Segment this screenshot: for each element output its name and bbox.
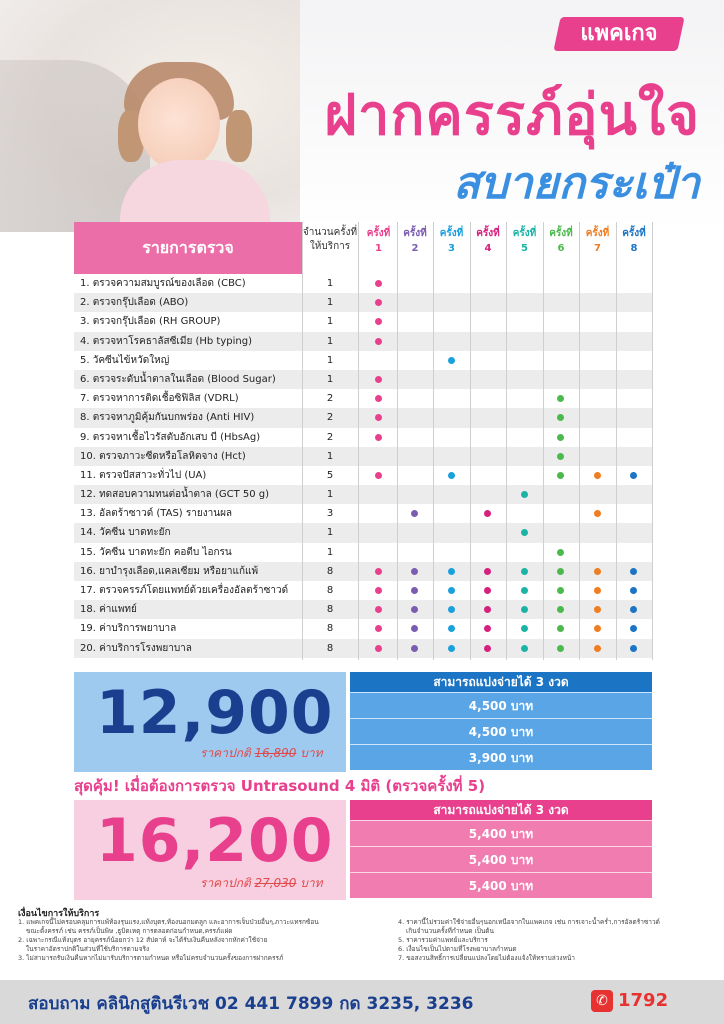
condition-line: 2. เฉพาะกรณีแท้งบุตร อายุครรภ์น้อยกว่า 12 สัปดาห์ จะได้รับเงินคืนหลังจากหักค่าใช้จ่าย (18, 936, 268, 944)
row-service-name: 3. ตรวจกรุ๊ปเลือด (RH GROUP) (80, 316, 221, 328)
condition-line: 6. เงื่อนไขเป็นไปตามที่โรงพยาบาลกำหนด (398, 945, 517, 953)
visit-dot-6 (557, 645, 564, 652)
row-count: 5 (326, 469, 334, 481)
visit-dot-5 (521, 645, 528, 652)
condition-line: ขณะตั้งครรภ์ เช่น ครรภ์เป็นพิษ ,ธูบิดเหตุ การตลอดก่อนกำหนด,ครรภ์แฝด (26, 927, 233, 935)
visit-dot-1 (375, 299, 382, 306)
header-count: จำนวนครั้งที่ให้บริการ (302, 227, 358, 252)
visit-dot-7 (594, 472, 601, 479)
visit-dot-4 (484, 625, 491, 632)
visit-dot-1 (375, 625, 382, 632)
condition-line: 3. ไม่สามารถรับเงินคืนหากไม่มารับบริการตามกำหนด หรือไม่ครบจำนวนครั้งของการฝากครรภ์ (18, 954, 284, 962)
visit-dot-4 (484, 606, 491, 613)
package-badge: แพคเกจ (580, 21, 658, 46)
header-visit-5 (506, 226, 543, 256)
regular-unit: บาท (300, 876, 323, 890)
table-row (74, 447, 652, 466)
visit-dot-1 (375, 338, 382, 345)
condition-line: 4. ราคานี้ไม่รวมค่าใช้จ่ายอื่นๆนอกเหนือจากในแพคเกจ เช่น การเจาะน้ำคร่ำ,การอัลตร้าซาวด์ (398, 918, 660, 926)
row-count: 1 (326, 354, 334, 366)
visit-dot-2 (411, 587, 418, 594)
visit-dot-3 (448, 357, 455, 364)
promo-heading: สุดคุ้ม! เมื่อต้องการตรวจ Untrasound 4 มิติ (ตรวจครั้งที่ 5) (74, 777, 486, 795)
table-row (74, 562, 652, 581)
child-pigtail-right (226, 110, 252, 162)
visit-number: 4 (484, 243, 492, 254)
visit-label: ครั้งที่ (622, 228, 646, 239)
visit-dot-2 (411, 625, 418, 632)
page-title: ฝากครรภ์อุ่นใจ (324, 83, 700, 148)
visit-dot-4 (484, 510, 491, 517)
grid-line (652, 222, 653, 660)
visit-dot-7 (594, 625, 601, 632)
table-row (74, 504, 652, 523)
table-row (74, 639, 652, 658)
visit-number: 1 (375, 243, 382, 254)
table-body (74, 274, 652, 658)
row-service-name: 19. ค่าบริการพยาบาล (80, 623, 177, 635)
visit-dot-1 (375, 376, 382, 383)
row-count: 1 (326, 316, 334, 328)
visit-dot-7 (594, 587, 601, 594)
visit-dot-6 (557, 453, 564, 460)
visit-dot-8 (630, 568, 637, 575)
header-visit-7 (579, 226, 616, 256)
visit-dot-1 (375, 645, 382, 652)
header-visit-1 (360, 226, 397, 256)
package2-regular-price (200, 874, 323, 893)
visit-dot-8 (630, 606, 637, 613)
visit-dot-5 (521, 587, 528, 594)
visit-dot-6 (557, 395, 564, 402)
table-row (74, 523, 652, 542)
table-row (74, 312, 652, 331)
visit-dot-3 (448, 568, 455, 575)
visit-dot-6 (557, 549, 564, 556)
visit-number: 2 (411, 243, 419, 254)
installments-title: สามารถแบ่งจ่ายได้ 3 งวด (350, 800, 652, 820)
table-row (74, 600, 652, 619)
visit-dot-6 (557, 472, 564, 479)
visit-dot-3 (448, 645, 455, 652)
installment-row: 5,400 บาท (350, 846, 652, 872)
regular-label: ราคาปกติ (200, 876, 251, 890)
visit-dot-5 (521, 491, 528, 498)
installments-title: สามารถแบ่งจ่ายได้ 3 งวด (350, 672, 652, 692)
visit-label: ครั้งที่ (403, 228, 427, 239)
row-service-name: 11. ตรวจปัสสาวะทั่วไป (UA) (80, 469, 207, 481)
services-table (74, 222, 652, 658)
table-row (74, 351, 652, 370)
visit-dot-4 (484, 568, 491, 575)
visit-number: 7 (594, 243, 601, 254)
row-service-name: 8. ตรวจหาภูมิคุ้มกันบกพร่อง (Anti HIV) (80, 412, 255, 424)
visit-dot-2 (411, 645, 418, 652)
visit-label: ครั้งที่ (439, 228, 464, 239)
row-service-name: 14. วัคซีน บาดทะยัก (80, 527, 171, 539)
visit-dot-3 (448, 472, 455, 479)
header-visit-6 (543, 226, 580, 256)
condition-line: 1. แพคเกจนี้ไม่ครอบคลุมการแพ้ท้องรุนแรง,แท้งบุตร,ท้องนอกมดลูก และอาการเจ็บป่วยอื่นๆ,ภาวะแทรกซ้อน (18, 918, 319, 926)
installment-row: 3,900 บาท (350, 744, 652, 770)
visit-number: 6 (557, 243, 565, 254)
visit-dot-1 (375, 568, 382, 575)
grid-line (579, 222, 580, 660)
header-visit-3 (433, 226, 470, 256)
contact-info: สอบถาม คลินิกสูตินรีเวช 02 441 7899 กด 3235, 3236 (28, 994, 474, 1014)
package1-installments (350, 672, 652, 770)
installment-row: 5,400 บาท (350, 872, 652, 898)
regular-unit: บาท (300, 746, 323, 760)
table-row (74, 619, 652, 638)
row-service-name: 12. ทดสอบความทนต่อน้ำตาล (GCT 50 g) (80, 489, 270, 501)
visit-dot-1 (375, 606, 382, 613)
conditions-title: เงื่อนไขการให้บริการ (18, 909, 100, 919)
row-service-name: 1. ตรวจความสมบูรณ์ของเลือด (CBC) (80, 278, 246, 289)
visit-dot-1 (375, 395, 382, 402)
regular-amount: 27,030 (254, 876, 297, 890)
row-service-name: 9. ตรวจหาเชื้อไวรัสตับอักเสบ บี (HbsAg) (80, 431, 261, 443)
row-count: 1 (326, 297, 334, 309)
visit-dot-6 (557, 568, 564, 575)
grid-line (433, 222, 434, 660)
visit-dot-1 (375, 587, 382, 594)
header-items: รายการตรวจ (74, 222, 302, 274)
visit-dot-6 (557, 434, 564, 441)
package2-installments (350, 800, 652, 898)
installment-row: 5,400 บาท (350, 820, 652, 846)
row-service-name: 7. ตรวจหาการติดเชื้อซิฟิลิส (VDRL) (80, 393, 239, 405)
conditions-right (398, 918, 716, 963)
table-row (74, 581, 652, 600)
row-count: 8 (326, 623, 334, 635)
visit-number: 8 (630, 243, 638, 254)
phone-icon: ✆ (591, 990, 613, 1012)
visit-dot-8 (630, 625, 637, 632)
row-count: 1 (326, 546, 334, 558)
visit-dot-5 (521, 606, 528, 613)
visit-dot-2 (411, 568, 418, 575)
package2-price: 16,200 (96, 806, 334, 876)
grid-line (543, 222, 544, 660)
visit-dot-1 (375, 414, 382, 421)
visit-dot-5 (521, 568, 528, 575)
visit-dot-6 (557, 587, 564, 594)
table-header (74, 222, 652, 274)
hotline-number[interactable]: 1792 (618, 990, 669, 1011)
package1-regular-price (200, 744, 323, 763)
visit-label: ครั้งที่ (585, 228, 610, 239)
condition-line: 5. ราคารวมค่าแพทย์และบริการ (398, 936, 488, 944)
table-row (74, 466, 652, 485)
visit-dot-7 (594, 606, 601, 613)
visit-label: ครั้งที่ (476, 228, 500, 239)
visit-dot-3 (448, 587, 455, 594)
row-count: 2 (326, 431, 334, 443)
row-count: 1 (326, 489, 334, 501)
row-service-name: 16. ยาบำรุงเลือด,แคลเซียม หรือยาแก้แพ้ (80, 565, 259, 577)
row-service-name: 2. ตรวจกรุ๊ปเลือด (ABO) (80, 297, 189, 309)
package1-price: 12,900 (96, 678, 334, 748)
visit-dot-7 (594, 645, 601, 652)
visit-number: 5 (521, 243, 528, 254)
row-count: 8 (326, 565, 334, 577)
visit-label: ครั้งที่ (549, 228, 573, 239)
row-count: 1 (326, 527, 334, 539)
condition-line: 7. ขอสงวนสิทธิ์การเปลี่ยนแปลงโดยไม่ต้องแจ้งให้ทราบล่วงหน้า (398, 954, 575, 962)
grid-line (397, 222, 398, 660)
row-service-name: 17. ตรวจครรภ์โดยแพทย์ด้วยเครื่องอัลตร้าซาวด์ (80, 585, 289, 596)
visit-dot-6 (557, 606, 564, 613)
row-service-name: 10. ตรวจภาวะซีดหรือโลหิตจาง (Hct) (80, 450, 246, 462)
table-row (74, 389, 652, 408)
visit-label: ครั้งที่ (366, 228, 391, 239)
visit-number: 3 (448, 243, 455, 254)
row-service-name: 6. ตรวจระดับน้ำตาลในเลือด (Blood Sugar) (80, 373, 276, 385)
row-count: 1 (326, 335, 334, 347)
table-row (74, 428, 652, 447)
row-service-name: 5. วัคซีนไข้หวัดใหญ่ (80, 354, 170, 366)
row-service-name: 20. ค่าบริการโรงพยาบาล (80, 642, 192, 654)
header-visit-8 (616, 226, 653, 256)
table-row (74, 332, 652, 351)
visit-dot-1 (375, 434, 382, 441)
visit-dot-3 (448, 606, 455, 613)
row-count: 3 (326, 508, 334, 520)
conditions-left (18, 918, 390, 963)
row-count: 1 (326, 373, 334, 385)
visit-dot-5 (521, 529, 528, 536)
visit-dot-3 (448, 625, 455, 632)
row-count: 2 (326, 412, 334, 424)
row-service-name: 15. วัคซีน บาดทะยัก คอตีบ ไอกรน (80, 546, 232, 558)
visit-label: ครั้งที่ (512, 228, 537, 239)
installment-row: 4,500 บาท (350, 718, 652, 744)
row-count: 1 (326, 450, 334, 462)
regular-amount: 16,890 (254, 746, 297, 760)
table-row (74, 408, 652, 427)
visit-dot-1 (375, 280, 382, 287)
grid-line (506, 222, 507, 660)
table-row (74, 543, 652, 562)
grid-line (358, 222, 359, 660)
row-count: 2 (326, 393, 334, 405)
table-row (74, 274, 652, 293)
visit-dot-1 (375, 472, 382, 479)
table-row (74, 370, 652, 389)
header-visit-2 (397, 226, 434, 256)
visit-dot-7 (594, 568, 601, 575)
row-count: 8 (326, 585, 334, 596)
visit-dot-8 (630, 472, 637, 479)
row-service-name: 4. ตรวจหาโรคธาลัสซีเมีย (Hb typing) (80, 335, 252, 347)
visit-dot-4 (484, 645, 491, 652)
row-count: 8 (326, 642, 334, 654)
visit-dot-7 (594, 510, 601, 517)
visit-dot-5 (521, 625, 528, 632)
table-row (74, 485, 652, 504)
header-visit-4 (470, 226, 507, 256)
mother-child-photo (0, 0, 300, 232)
table-row (74, 293, 652, 312)
condition-line: เกินจำนวนครั้งที่กำหนด เป็นต้น (406, 927, 494, 935)
grid-line (470, 222, 471, 660)
row-service-name: 18. ค่าแพทย์ (80, 604, 137, 616)
condition-line: ในราคาอัตราปกติในส่วนที่ใช้บริการตามจริง (26, 945, 150, 953)
child-face (138, 78, 220, 170)
regular-label: ราคาปกติ (200, 746, 251, 760)
visit-dot-6 (557, 414, 564, 421)
visit-dot-6 (557, 625, 564, 632)
visit-dot-8 (630, 645, 637, 652)
visit-dot-2 (411, 510, 418, 517)
visit-dot-1 (375, 318, 382, 325)
visit-dot-8 (630, 587, 637, 594)
row-count: 8 (326, 604, 334, 616)
grid-line (302, 222, 303, 660)
installment-row: 4,500 บาท (350, 692, 652, 718)
page-subtitle: สบายกระเป๋า (453, 158, 700, 209)
visit-dot-4 (484, 587, 491, 594)
row-count: 1 (326, 278, 334, 289)
visit-dot-2 (411, 606, 418, 613)
row-service-name: 13. อัลตร้าซาวด์ (TAS) รายงานผล (80, 508, 233, 520)
grid-line (616, 222, 617, 660)
